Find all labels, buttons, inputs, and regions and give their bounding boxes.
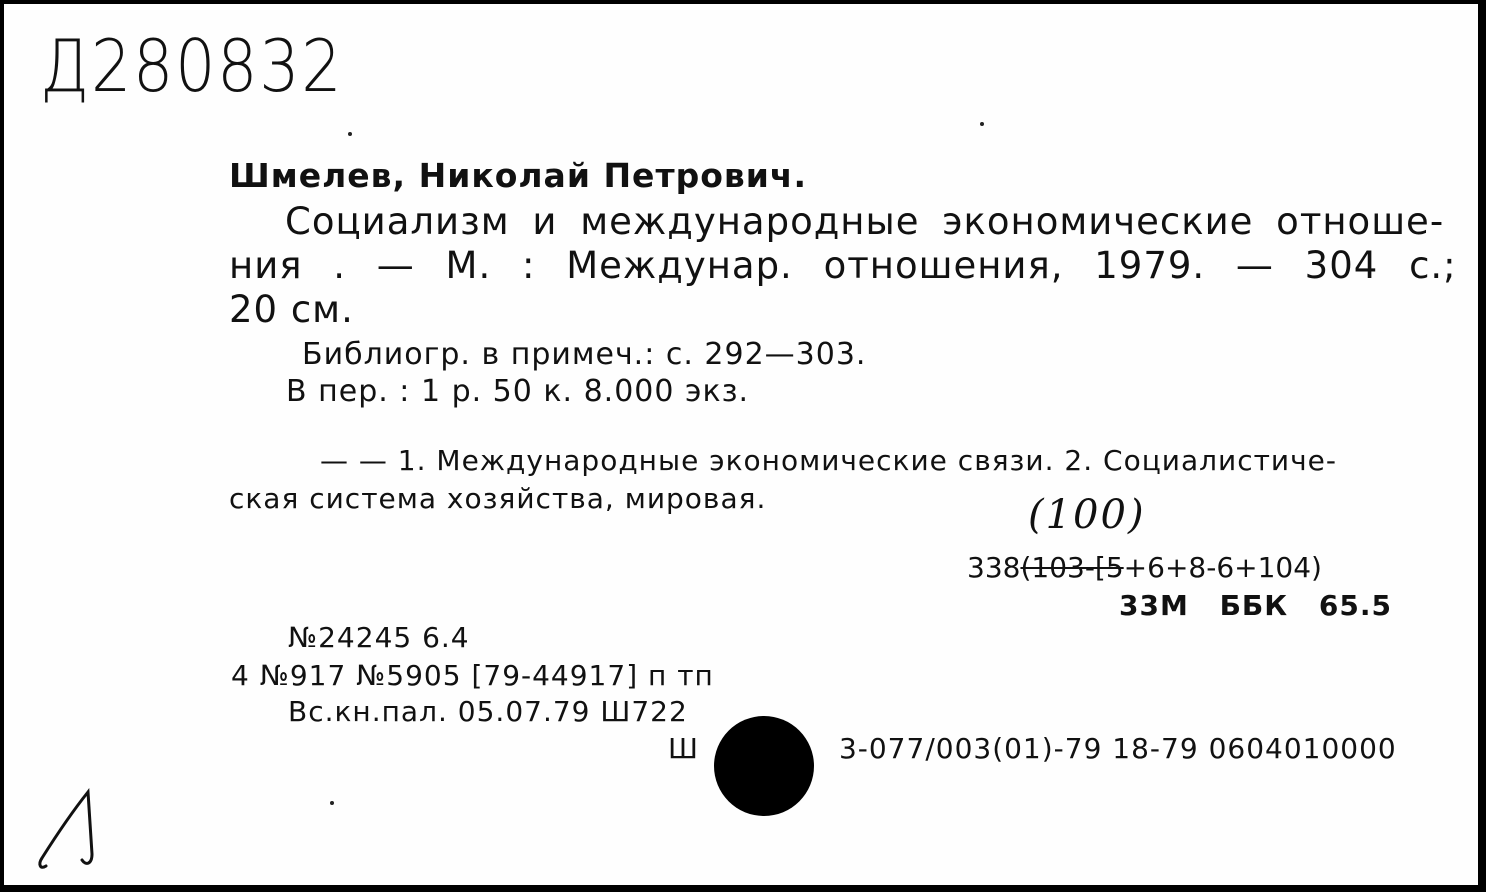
handwritten-number: (100) [1028, 492, 1146, 538]
udc-prefix: 338 [967, 551, 1021, 584]
order-line: 4 №917 №5905 [79-44917] п тп [231, 659, 714, 692]
record-number: №24245 6.4 [288, 621, 470, 654]
bibliography-note: Библиогр. в примеч.: с. 292—303. [302, 337, 867, 372]
udc-struck-part: (103-[5 [1020, 551, 1124, 584]
title-line-3: 20 см. [229, 288, 354, 331]
code-line-right: 3-077/003(01)-79 18-79 0604010000 [838, 732, 1397, 765]
book-chamber-line: Вс.кн.пал. 05.07.79 Ш722 [288, 695, 688, 728]
bbk-classification: 33М ББК 65.5 [1119, 589, 1392, 622]
punch-hole [714, 716, 814, 816]
call-number: Д280832 [40, 24, 344, 108]
price-note: В пер. : 1 р. 50 к. 8.000 экз. [286, 374, 750, 409]
title-line-1: Социализм и международные экономические отноше- [285, 200, 1445, 243]
subject-line-1: — — 1. Международные экономические связи. 2. Социалистиче- [320, 444, 1337, 477]
udc-rest: +6+8-6+104) [1123, 551, 1322, 584]
code-line-left: Ш [668, 732, 699, 765]
ink-dot [980, 122, 984, 126]
handwritten-one-mark [34, 784, 104, 874]
udc-classification [967, 551, 1322, 584]
ink-dot [348, 132, 352, 136]
subject-line-2: ская система хозяйства, мировая. [229, 482, 767, 515]
catalog-card [4, 4, 1482, 888]
author-name: Шмелев, Николай Петрович. [229, 156, 808, 195]
title-line-2: ния . — М. : Междунар. отношения, 1979. — 304 с.; [229, 244, 1457, 287]
ink-dot [330, 801, 334, 805]
